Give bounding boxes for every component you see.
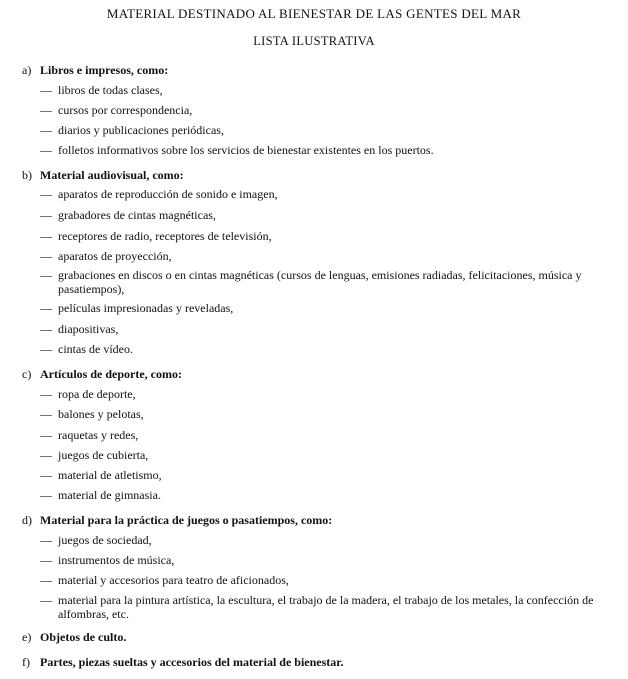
list-item: — folletos informativos sobre los servicios de bienestar existentes en los puertos. — [40, 143, 434, 157]
section-title: Material audiovisual, como: — [40, 168, 184, 182]
list-item: — receptores de radio, receptores de televisión, — [40, 229, 272, 243]
dash-marker: — — [40, 387, 52, 401]
dash-marker: — — [40, 268, 52, 282]
section-letter: d) — [22, 513, 32, 527]
dash-marker: — — [40, 342, 52, 356]
dash-marker: — — [40, 229, 52, 243]
list-item: — libros de todas clases, — [40, 83, 163, 97]
list-item: — material de atletismo, — [40, 468, 162, 482]
dash-marker: — — [40, 301, 52, 315]
list-item: — aparatos de proyección, — [40, 249, 172, 263]
section-e-heading — [22, 630, 126, 645]
document-title: MATERIAL DESTINADO AL BIENESTAR DE LAS GENTES DEL MAR — [106, 6, 522, 21]
dash-marker: — — [40, 208, 52, 222]
list-item: — juegos de sociedad, — [40, 533, 152, 547]
list-item: — aparatos de reproducción de sonido e imagen, — [40, 187, 278, 201]
list-item: — cursos por correspondencia, — [40, 103, 193, 117]
section-f-heading — [22, 655, 344, 670]
dash-marker: — — [40, 143, 52, 157]
section-a-heading — [22, 63, 168, 78]
dash-marker: — — [40, 249, 52, 263]
dash-marker: — — [40, 593, 52, 607]
dash-marker: — — [40, 187, 52, 201]
list-item: — diapositivas, — [40, 322, 119, 336]
dash-marker: — — [40, 468, 52, 482]
section-title: Partes, piezas sueltas y accesorios del material de bienestar. — [40, 655, 344, 669]
dash-marker: — — [40, 448, 52, 462]
list-item: — cintas de vídeo. — [40, 342, 133, 356]
dash-marker: — — [40, 83, 52, 97]
dash-marker: — — [40, 533, 52, 547]
section-letter: b) — [22, 168, 32, 182]
section-letter: a) — [22, 63, 32, 77]
document-subtitle: LISTA ILUSTRATIVA — [253, 34, 375, 48]
section-letter: f) — [22, 655, 30, 669]
list-item: — juegos de cubierta, — [40, 448, 149, 462]
dash-marker: — — [40, 488, 52, 502]
dash-marker: — — [40, 407, 52, 421]
list-item: — material de gimnasia. — [40, 488, 161, 502]
section-title: Libros e impresos, como: — [40, 63, 169, 77]
section-title: Objetos de culto. — [40, 630, 127, 644]
dash-marker: — — [40, 123, 52, 137]
list-item: — balones y pelotas, — [40, 407, 144, 421]
dash-marker: — — [40, 322, 52, 336]
section-d-heading — [22, 513, 332, 528]
dash-marker: — — [40, 573, 52, 587]
section-letter: c) — [22, 367, 32, 381]
dash-marker: — — [40, 428, 52, 442]
section-title: Artículos de deporte, como: — [40, 367, 182, 381]
list-item: — material y accesorios para teatro de aficionados, — [40, 573, 289, 587]
list-item: — grabaciones en discos o en cintas magnéticas (cursos de lenguas, emisiones radiadas, felicitaciones, música y pasatiempos), — [40, 268, 582, 296]
section-title: Material para la práctica de juegos o pasatiempos, como: — [40, 513, 333, 527]
list-item: — material para la pintura artística, la escultura, el trabajo de la madera, el trabajo de los metales, la confección de alfombras, etc. — [40, 593, 594, 621]
dash-marker: — — [40, 553, 52, 567]
list-item: — raquetas y redes, — [40, 428, 139, 442]
dash-marker: — — [40, 103, 52, 117]
list-item: — grabadores de cintas magnéticas, — [40, 208, 216, 222]
list-item: — ropa de deporte, — [40, 387, 136, 401]
list-item: — diarios y publicaciones periódicas, — [40, 123, 224, 137]
list-item: — instrumentos de música, — [40, 553, 175, 567]
section-c-heading — [22, 367, 182, 382]
section-b-heading — [22, 168, 184, 183]
section-letter: e) — [22, 630, 32, 644]
list-item: — películas impresionadas y reveladas, — [40, 301, 234, 315]
